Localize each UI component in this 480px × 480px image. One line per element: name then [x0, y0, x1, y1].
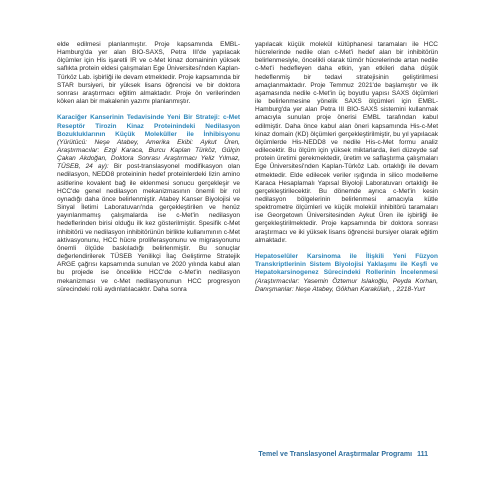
right-column	[255, 41, 438, 294]
left-column	[57, 41, 240, 294]
project-body: Bir post-translasyonel modifikasyon olan nedilasyon, NEDD8 proteininin hedef proteinlerdeki lizin amino asitlerine kovalent bağ ile eklenmesi sonucu gerçekleşir ve HCC'de genel nedilasyon mekanizmasının önemli bir rol oynadığı daha önce belirlenmiştir. Atabey Kanser Biyolojisi ve Sinyal İletimi Laboratuvarı'nda gerçekleştirilen ve henüz yayınlanmamış çalışmalarda ise c-Met'in nedilasyon hedeflerinden birisi olduğu ilk kez gösterilmiştir. Spesifik c-Met inhibitörü ve nedilasyon inhibitörünün birlikte kullanımının c-Met aktivasyonunu, HCC hücre proliferasyonunu ve migrasyonunu önemli ölçüde baskıladığı belirlenmiştir. Bu sonuçlar değerlendirilerek TÜSEB Yenilikçi İlaç Geliştirme Stratejik ARGE çağrısı kapsamında sunulan ve 2020 yılında kabul alan bu projede ise öncelikle HCC'de c-Met'in nedilasyon mekanizması ve c-Met nedilasyonunun HCC progresyon sürecindeki rolü aydınlatılacaktır. Daha sonra	[57, 163, 240, 293]
page-footer	[258, 451, 428, 458]
page-number: 111	[417, 451, 428, 458]
project-paragraph	[57, 114, 240, 293]
continued-paragraph: yapılacak küçük molekül kütüphanesi taramaları ile HCC hücrelerinde nedile olan c-Met'i hedef alan bir inhibitörün belirlenmesiyle, öncelikli olarak tümör hücrelerinde artan nedile c-Met'i hedefleyen daha etkin, yan etkileri daha düşük hedeflenmiş bir tedavi stratejisinin geliştirilmesi amaçlanmaktadır. Proje Temmuz 2021'de başlamıştır ve ilk aşamasında nedile c-Met'in üç boyutlu yapısı SAXS ölçümleri ile belirlenmesine yönelik SAXS ölçümleri için EMBL-Hamburg'da yer alan Petra III BIO-SAXS sistemini kullanmak amacıyla sunulan proje önerisi EMBL tarafından kabul edilmiştir. Daha önce kabul alan öneri kapsamında His-c-Met kinaz domain (KD) ölçümleri gerçekleştirilmiştir, bu yıl yapılacak ölçümlerde His-NEDD8 ve nedile His-c-Met formu analiz edilecektir. Bu ölçüm için yüksek miktarlarda, ileri düzeyde saf protein üretimi gerekmektedir, üretim ve saflaştırma çalışmaları Ege Üniversitesi'nden Kaplan-Türköz Lab. ortaklığı ile devam etmektedir. Elde edilecek veriler ışığında in silico modelleme Karaca Hesaplamalı Yapısal Biyoloji Laboratuvarı ortaklığı ile gerçekleştirilecektir. Bu dönemde ayrıca c-Met'in kesin nedilasyon bölgelerinin belirlenmesi amacıyla kütle spektrometre ölçümleri ve küçük molekül inhibitörü taramaları ise Georgetown Üniversitesinden Aykut Üren ile işbirliği ile gerçekleştirilmektedir. Proje kapsamında bir doktora sonrası araştırmacı ve iki yüksek lisans öğrencisi bursiyer olarak eğitim almaktadır.	[255, 41, 438, 244]
intro-paragraph: elde edilmesi planlanmıştır. Proje kapsamında EMBL-Hamburg'da yer alan BIO-SAXS, Petra III'de yapılacak ölçümler için His işaretli IR ve c-Met kinaz domaininin yüksek saflıkta protein eldesi çalışmaları Ege Üniversitesi'nden Kaplan-Türköz Lab. işbirliği ile devam etmektedir. Proje kapsamında bir STAR bursiyeri, bir yüksek lisans öğrencisi ve bir doktora sonrası araştırmacı eğitim almaktadır. Proje ön verilerinden köken alan bir makalenin yazımı planlanmıştır.	[57, 41, 240, 106]
project2-title: Hepatoselüler Karsinoma ile İlişkili Yeni Füzyon Transkriptlerinin Sistem Biyolojisi Yaklaşımı ile Keşfi ve Hepatokarsinogenez Sürecindeki Rollerinin İncelenmesi	[255, 253, 438, 277]
project-title: Karaciğer Kanserinin Tedavisinde Yeni Bir Strateji: c-Met Reseptör Tirozin Kinaz Proteinindeki Nedilasyon Bozukluklarının Küçük Moleküller ile İnhibisyonu	[57, 114, 240, 138]
project2-people: (Araştırmacılar: Yasemin Öztemur Islakoğlu, Peyda Korhan, Danışmanlar: Neşe Atabey, Gökhan Karakülah, , 2218-Yurt	[255, 277, 438, 293]
project-people: (Yürütücü: Neşe Atabey, Amerika Ekibi: Aykut Üren, Araştırmacılar: Ezgi Karaca, Burcu Kaplan Türköz, Gülçin Çakan Akdoğan, Doktora Sonrası Araştırmacı Yeliz Yılmaz, TÜSEB, 24 ay):	[57, 138, 240, 171]
running-title: Temel ve Translasyonel Araştırmalar Programı	[258, 451, 413, 458]
project2-paragraph	[255, 253, 438, 294]
